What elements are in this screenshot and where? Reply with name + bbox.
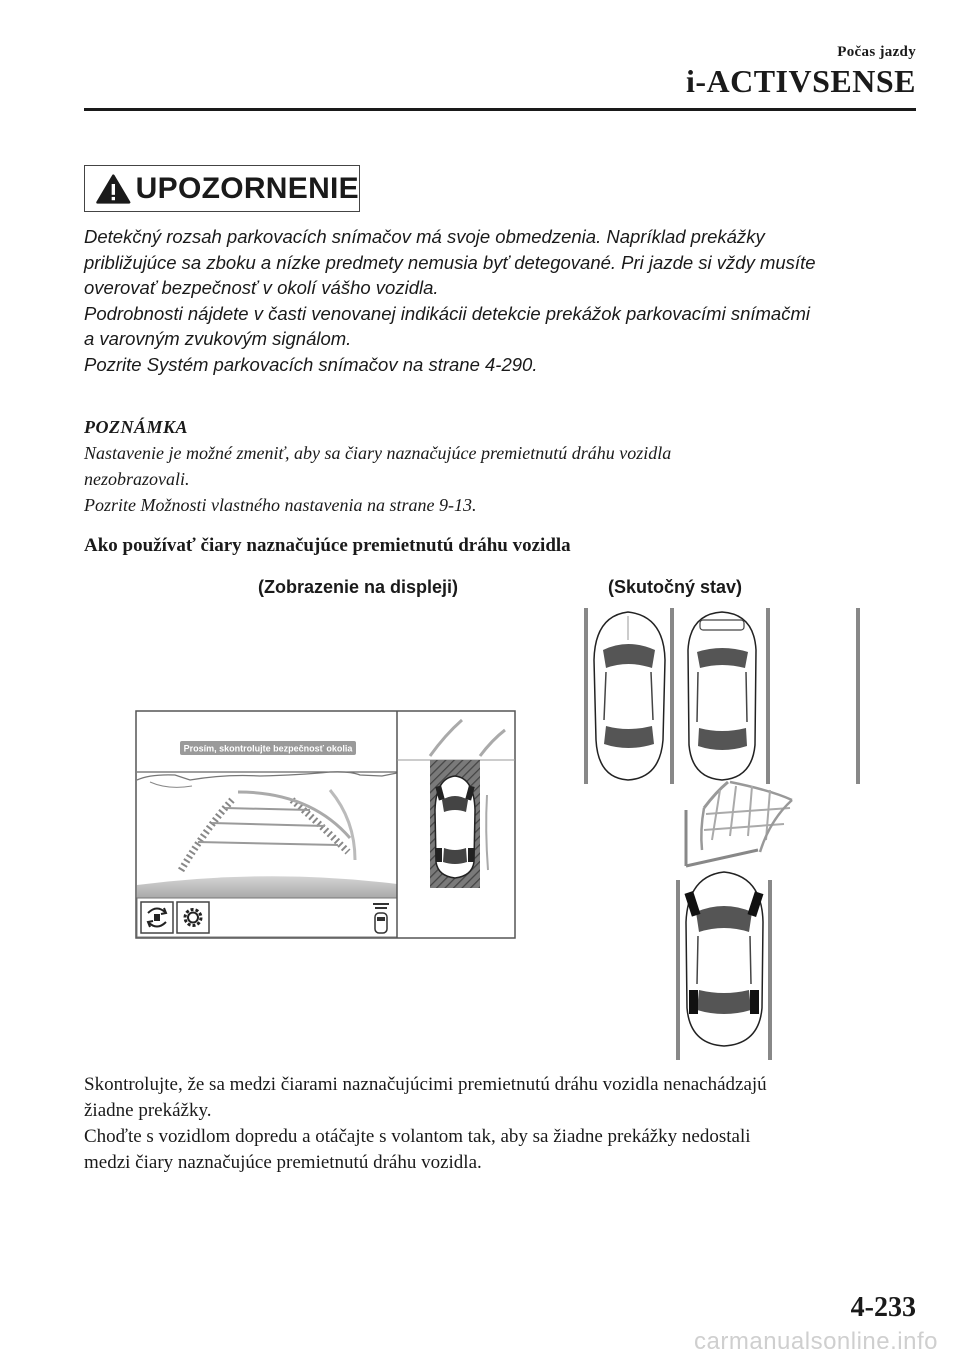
closing-line: Choďte s vozidlom dopredu a otáčajte s volantom tak, aby sa žiadne prekážky nedostali xyxy=(84,1126,751,1147)
closing-line: medzi čiary naznačujúce premietnutú dráhu vozidla. xyxy=(84,1152,482,1173)
page-number: 4-233 xyxy=(850,1292,916,1323)
warning-line: a varovným zvukovým signálom. xyxy=(84,328,352,349)
warning-line: Pozrite Systém parkovacích snímačov na strane 4-290. xyxy=(84,353,538,375)
own-car xyxy=(684,872,763,1046)
note-line: nezobrazovali. xyxy=(84,469,190,489)
note-title: POZNÁMKA xyxy=(84,417,189,437)
watermark: carmanualsonline.info xyxy=(694,1328,938,1355)
display-screen xyxy=(136,711,515,938)
camera-switch-icon[interactable] xyxy=(141,902,173,933)
note-line: Pozrite Možnosti vlastného nastavenia na strane 9-13. xyxy=(84,495,477,515)
section-subheading: Ako používať čiary naznačujúce premietnutú dráhu vozidla xyxy=(84,535,571,556)
parked-car-left xyxy=(594,612,665,780)
settings-gear-icon[interactable] xyxy=(177,902,209,933)
warning-line: Podrobnosti nájdete v časti venovanej indikácii detekcie prekážok parkovacími snímačmi xyxy=(84,302,810,324)
display-caption: (Zobrazenie na displeji) xyxy=(258,577,459,597)
projected-path-ground xyxy=(686,782,792,866)
parked-car-middle xyxy=(688,612,756,780)
warning-line: overovať bezpečnosť v okolí vášho vozidla. xyxy=(84,277,439,298)
screen-banner: Prosím, skontrolujte bezpečnosť okolia xyxy=(183,743,353,754)
closing-text xyxy=(84,1072,904,1176)
chapter-title: i-ACTIVSENSE xyxy=(685,63,916,99)
section-label: Počas jazdy xyxy=(837,44,916,60)
closing-line: Skontrolujte, že sa medzi čiarami naznačujúcimi premietnutú dráhu vozidla nenachádzajú xyxy=(84,1074,767,1095)
actual-scene xyxy=(584,608,860,1060)
note-line: Nastavenie je možné zmeniť, aby sa čiary naznačujúce premietnutú dráhu vozidla xyxy=(84,443,672,463)
actual-caption: (Skutočný stav) xyxy=(608,577,743,597)
top-view-car xyxy=(435,776,475,878)
warning-line: Detekčný rozsah parkovacích snímačov má svoje obmedzenia. Napríklad prekážky xyxy=(84,226,765,247)
closing-line: žiadne prekážky. xyxy=(84,1100,212,1121)
warning-line: približujúce sa zboku a nízke predmety nemusia byť detegované. Pri jazde si vždy musíte xyxy=(84,251,816,273)
warning-title: UPOZORNENIE xyxy=(135,171,359,205)
car-sensor-icon xyxy=(373,904,389,933)
